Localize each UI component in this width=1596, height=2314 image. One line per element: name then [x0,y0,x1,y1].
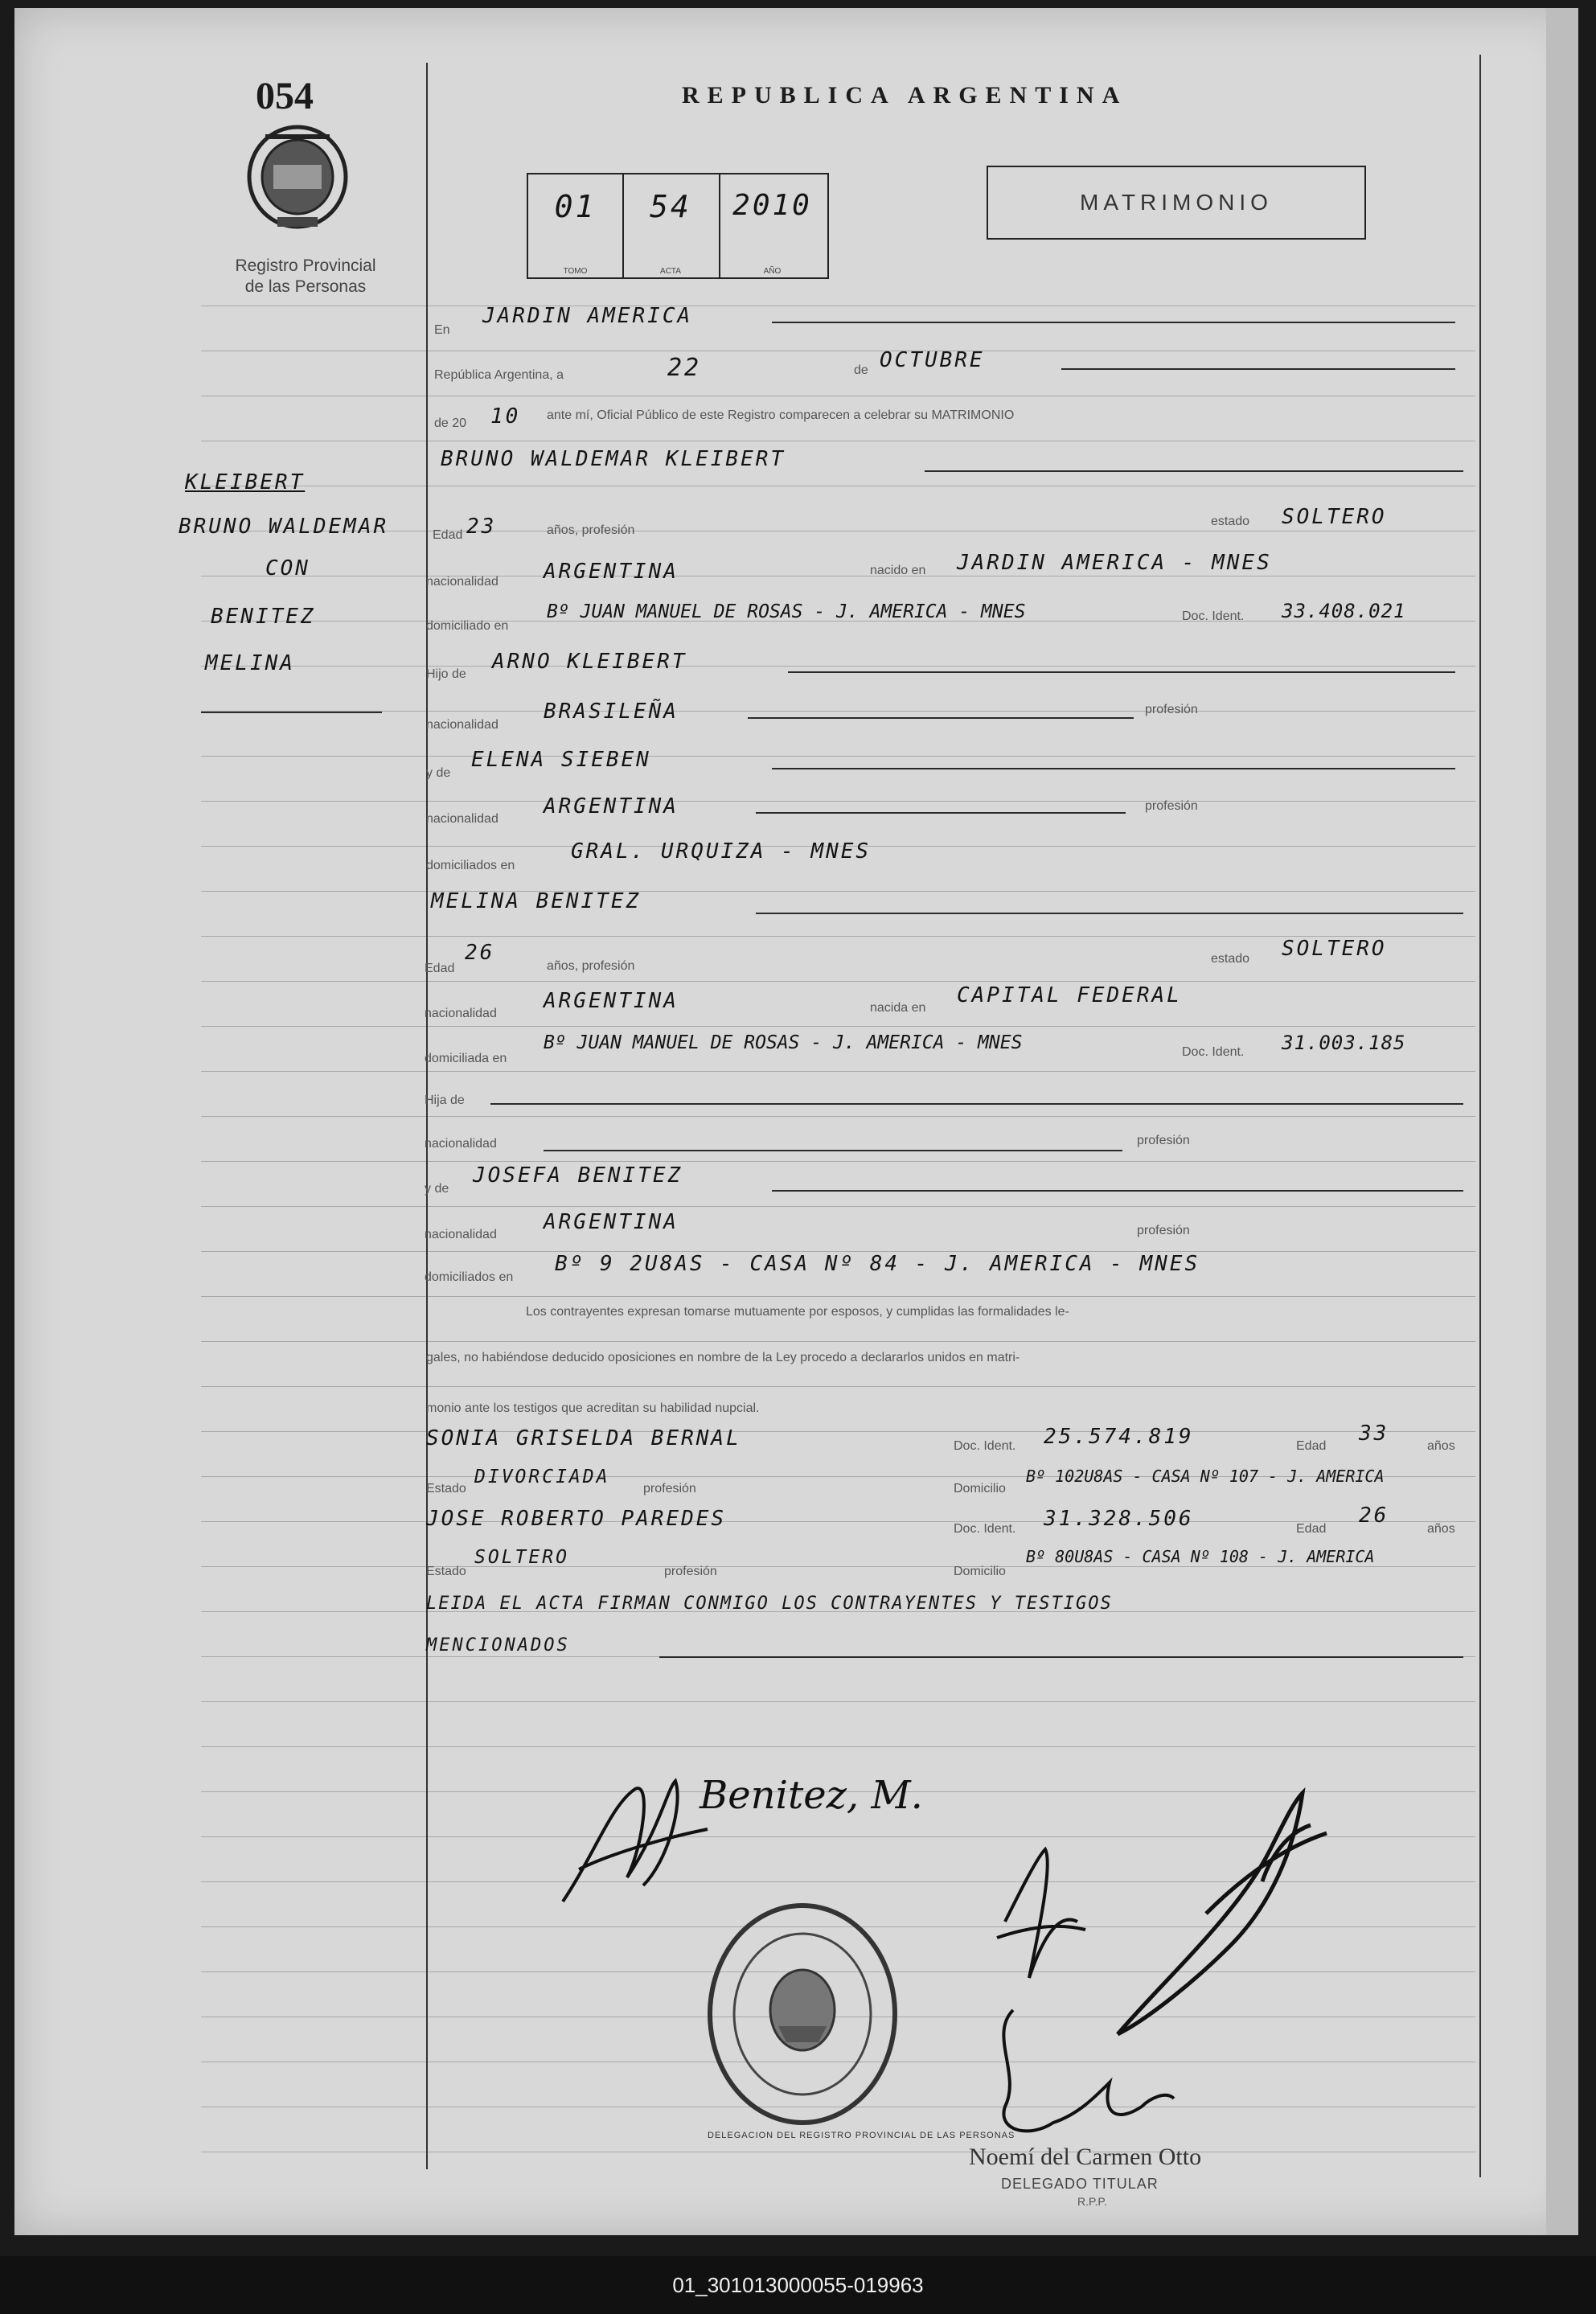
place-value: JARDIN AMERICA [482,304,693,328]
groom-mother-nac-label: nacionalidad [426,812,498,826]
groom-father-nac-label: nacionalidad [426,718,498,732]
groom-father-nationality: BRASILEÑA [544,700,679,724]
groom-name-line [925,470,1463,472]
ruled-line [201,1026,1475,1027]
month-value: OCTUBRE [880,348,985,372]
bride-parents-address: Bº 9 2U8AS - CASA Nº 84 - J. AMERICA - MNES [555,1252,1200,1276]
groom-father-line [788,671,1455,673]
groom-doc-id: 33.408.021 [1282,600,1406,622]
bride-signature: Benitez, M. [700,1773,923,1818]
ruled-line [201,1386,1475,1387]
page-number: 054 [256,75,314,117]
bride-birthplace: CAPITAL FEDERAL [957,983,1182,1007]
bride-nationality: ARGENTINA [544,989,679,1013]
groom-doc-label: Doc. Ident. [1182,609,1245,623]
witness2-edad-label: Edad [1296,1522,1327,1536]
day-value: 22 [667,354,702,382]
tomo-label: TOMO [563,267,588,276]
bride-name-line [756,913,1463,914]
acta-cell [622,174,720,277]
margin-note-underline [201,712,382,713]
margin-note-given-names: BRUNO WALDEMAR [178,515,389,539]
witness1-estado-label: Estado [426,1482,466,1495]
witness2-age: 26 [1359,1504,1389,1528]
bride-mother: JOSEFA BENITEZ [473,1163,683,1188]
tomo-cell [528,174,624,277]
groom-mother-nationality: ARGENTINA [544,794,679,819]
ruled-line [201,711,1475,712]
seal-text: DELEGACION DEL REGISTRO PROVINCIAL DE LAS PERSONAS [708,2131,1015,2140]
groom-profesion-label: años, profesión [547,523,635,537]
witness1-civil-status: DIVORCIADA [474,1467,610,1487]
page-edge [1546,8,1578,2235]
witness2-civil-status: SOLTERO [474,1547,569,1568]
year-suffix: 10 [490,404,521,429]
bride-estado-label: estado [1211,952,1250,966]
bride-father-prof-label: profesión [1137,1134,1190,1147]
margin-note-surname: KLEIBERT [185,470,306,494]
groom-father: ARNO KLEIBERT [492,650,687,674]
tomo-value: 01 [554,189,597,224]
groom-civil-status: SOLTERO [1282,505,1387,529]
ruled-line [201,1431,1475,1432]
year-prefix: de 20 [434,416,467,430]
groom-father-prof-label: profesión [1145,703,1198,716]
bride-mother-nac-label: nacionalidad [425,1228,497,1241]
ruled-line [201,801,1475,802]
margin-note-bride-name: MELINA [205,651,295,675]
registry-name-line2: de las Personas [244,277,367,296]
bride-father-line [490,1103,1463,1105]
ruled-line [201,1701,1475,1702]
ruled-line [201,1566,1475,1567]
margin-note-bride-surname: BENITEZ [211,605,316,629]
witness1-anos-label: años [1427,1439,1455,1453]
groom-nationality: ARGENTINA [544,560,679,584]
ruled-line [201,756,1475,757]
registry-name-line1: Registro Provincial [235,256,376,275]
witness1-edad-label: Edad [1296,1439,1327,1453]
witness2-estado-label: Estado [426,1565,466,1578]
groom-mother-label: y de [426,766,451,780]
groom-age: 23 [466,515,497,539]
ruled-line [201,1071,1475,1072]
witness1-prof-label: profesión [643,1482,696,1495]
groom-mother-prof-label: profesión [1145,799,1198,813]
witness2-dom-label: Domicilio [954,1565,1006,1578]
bride-address: Bº JUAN MANUEL DE ROSAS - J. AMERICA - MNES [544,1032,1023,1053]
intro-text: ante mí, Oficial Público de este Registro comparecen a celebrar su MATRIMONIO [547,408,1015,422]
groom-mother: ELENA SIEBEN [471,748,651,772]
bride-profesion-label: años, profesión [547,959,635,973]
ruled-line [201,666,1475,667]
groom-address: Bº JUAN MANUEL DE ROSAS - J. AMERICA - MNES [547,601,1026,622]
bride-civil-status: SOLTERO [1282,937,1387,961]
republic-label: República Argentina, a [434,368,564,382]
right-border [1479,55,1481,2177]
groom-dom-label: domiciliado en [426,619,509,633]
groom-father-label: Hijo de [426,667,466,681]
ruled-line [201,1161,1475,1162]
official-org: R.P.P. [1077,2195,1107,2208]
bride-edad-label: Edad [425,962,455,975]
witness2-doc-label: Doc. Ident. [954,1522,1016,1536]
bride-name: MELINA BENITEZ [431,889,642,913]
acta-label: ACTA [660,267,681,276]
witness1-dom-label: Domicilio [954,1482,1006,1495]
groom-born-label: nacido en [870,564,926,577]
groom-estado-label: estado [1211,515,1250,528]
witness1-address: Bº 102U8AS - CASA Nº 107 - J. AMERICA [1026,1467,1385,1486]
bride-father-nat-line [544,1150,1122,1151]
registry-name [209,256,402,297]
declaration-line2: gales, no habiéndose deducido oposiciones en nombre de la Ley procedo a declararlos unidos en matri- [426,1351,1020,1364]
en-label: En [434,323,450,337]
ruled-line [201,1116,1475,1117]
witness2-address: Bº 80U8AS - CASA Nº 108 - J. AMERICA [1026,1547,1375,1566]
bride-doc-id: 31.003.185 [1282,1032,1406,1054]
bride-mother-label: y de [425,1182,449,1196]
anio-cell [719,174,826,277]
groom-mother-line [772,768,1455,769]
witness1-doc-id: 25.574.819 [1044,1425,1194,1449]
record-type-box: MATRIMONIO [987,166,1366,240]
bride-mother-line [772,1190,1463,1192]
witness1-doc-label: Doc. Ident. [954,1439,1016,1453]
closing-line [659,1656,1463,1658]
witness1-signature [989,1841,1093,1986]
bride-nac-label: nacionalidad [425,1007,497,1020]
closing-line1: LEIDA EL ACTA FIRMAN CONMIGO LOS CONTRAYENTES Y TESTIGOS [426,1594,1113,1614]
scan-caption: 01_301013000055-019963 [0,2256,1596,2314]
ruled-line [201,1206,1475,1207]
ruled-line [201,1521,1475,1522]
bride-doc-label: Doc. Ident. [1182,1045,1245,1059]
de-label: de [854,363,868,377]
bride-father-nac-label: nacionalidad [425,1137,497,1151]
margin-note-con: CON [265,556,310,581]
declaration-line3: monio ante los testigos que acreditan su habilidad nupcial. [426,1401,760,1415]
groom-parents-dom-label: domiciliados en [426,859,515,872]
record-number-box [527,173,829,279]
groom-name: BRUNO WALDEMAR KLEIBERT [441,447,786,471]
official-seal [698,1898,907,2131]
bride-parents-dom-label: domiciliados en [425,1270,514,1284]
province-emblem [241,121,354,233]
ruled-line [201,891,1475,892]
acta-value: 54 [650,189,691,224]
place-line [772,322,1455,323]
witness2-anos-label: años [1427,1522,1455,1536]
bride-mother-nationality: ARGENTINA [544,1210,679,1234]
witness1-age: 33 [1359,1422,1389,1446]
anio-label: AÑO [763,267,782,276]
groom-edad-label: Edad [433,528,463,542]
ruled-line [201,981,1475,982]
witness1-name: SONIA GRISELDA BERNAL [426,1426,741,1450]
bride-born-label: nacida en [870,1001,926,1015]
groom-parents-address: GRAL. URQUIZA - MNES [571,839,872,864]
official-signature [973,2002,1182,2163]
margin-divider [426,63,428,2169]
witness2-doc-id: 31.328.506 [1044,1507,1194,1531]
groom-birthplace: JARDIN AMERICA - MNES [957,551,1272,575]
groom-mother-nat-line [756,812,1126,814]
groom-nac-label: nacionalidad [426,575,498,589]
month-line [1061,368,1455,370]
official-title: DELEGADO TITULAR [1001,2176,1159,2192]
bride-father-label: Hija de [425,1093,465,1107]
witness2-prof-label: profesión [664,1565,717,1578]
closing-line2: MENCIONADOS [426,1635,570,1655]
country-title: REPUBLICA ARGENTINA [682,82,1128,109]
bride-age: 26 [465,941,495,965]
declaration-line1: Los contrayentes expresan tomarse mutuamente por esposos, y cumplidas las formalidades le- [526,1305,1069,1319]
official-name: Noemí del Carmen Otto [969,2144,1202,2170]
anio-value: 2010 [732,189,812,222]
witness2-name: JOSE ROBERTO PAREDES [426,1507,727,1531]
groom-father-nat-line [748,717,1134,719]
bride-dom-label: domiciliada en [425,1052,507,1065]
bride-mother-prof-label: profesión [1137,1224,1190,1237]
ruled-line [201,1746,1475,1747]
